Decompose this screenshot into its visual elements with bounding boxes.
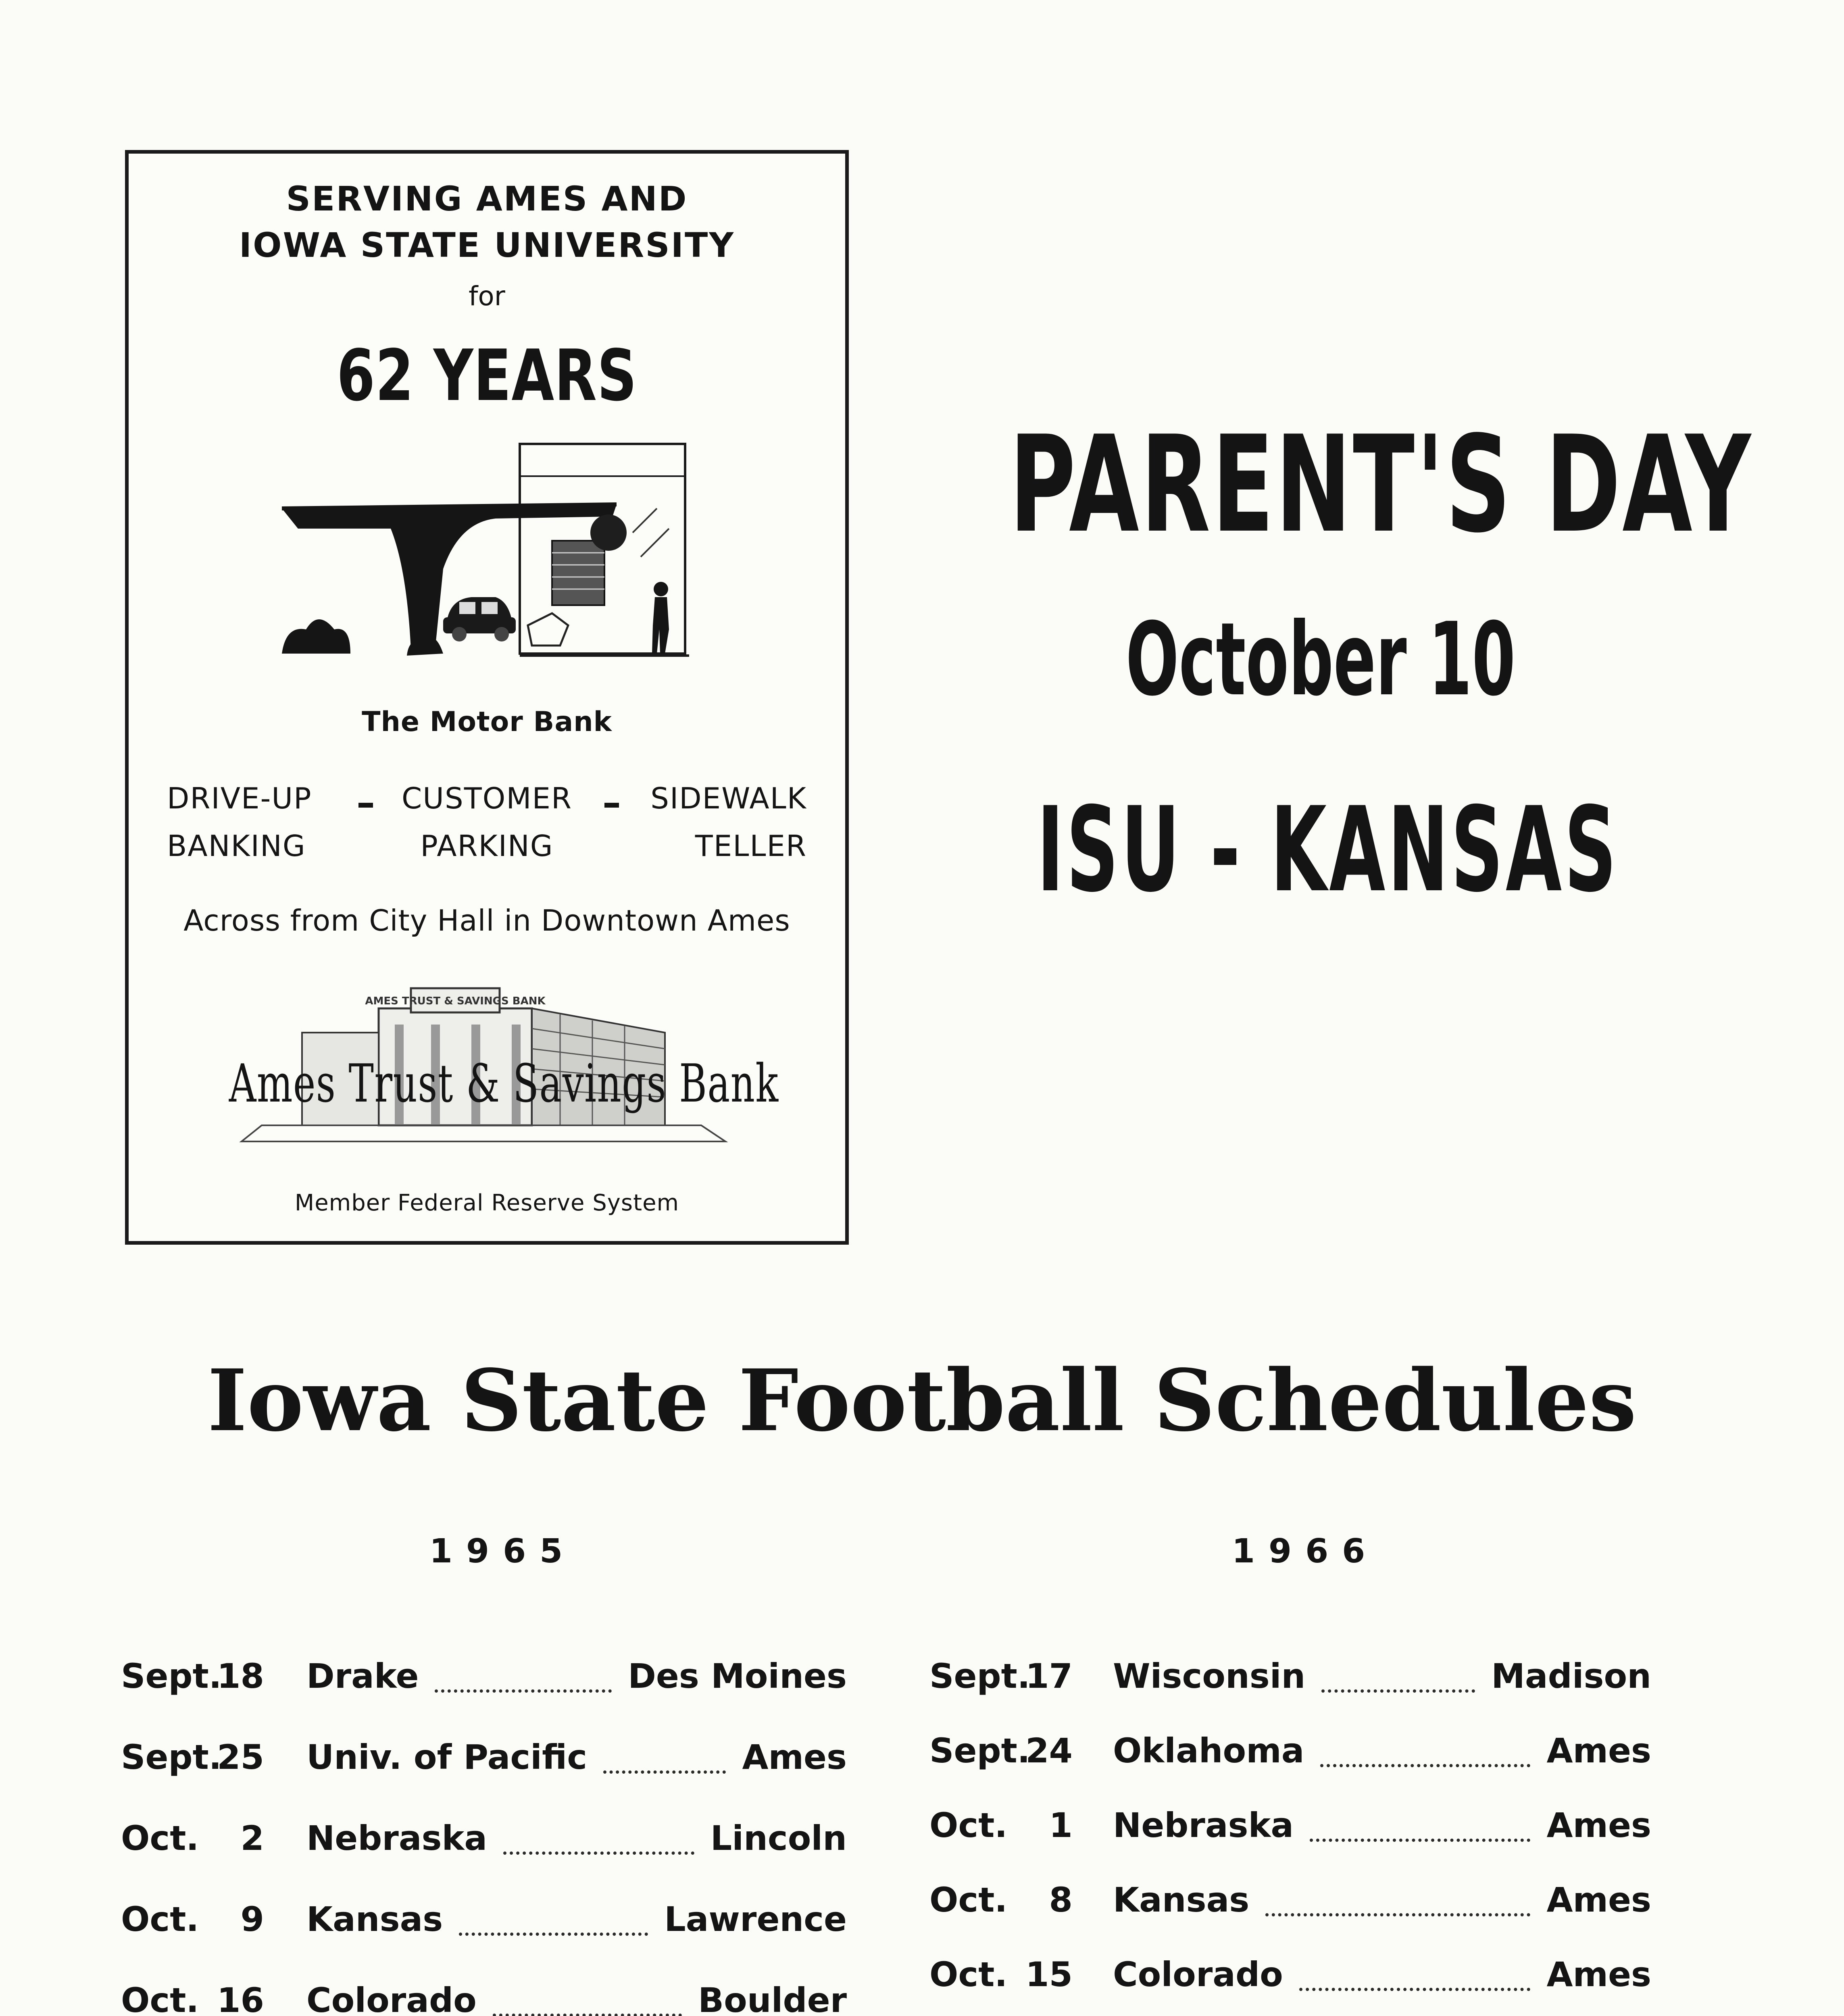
game-day: 8	[1049, 1880, 1073, 1920]
game-month: Sept.	[929, 1656, 1030, 1696]
dot-leader	[1265, 1913, 1530, 1916]
game-location: Ames	[742, 1737, 847, 1777]
schedule-row	[121, 1981, 847, 2016]
dot-leader	[1299, 1988, 1530, 1991]
ad-for-text: for	[469, 281, 505, 312]
service-line: CUSTOMER	[402, 781, 572, 815]
game-month: Oct.	[121, 1899, 199, 1939]
parents-day-date: October 10	[1125, 601, 1516, 718]
separator-dash	[604, 803, 619, 808]
game-opponent: Nebraska	[306, 1818, 488, 1858]
game-day: 25	[217, 1737, 264, 1777]
game-month: Oct.	[929, 1955, 1008, 1994]
game-location: Lincoln	[710, 1818, 847, 1858]
game-day: 9	[240, 1899, 264, 1939]
dot-leader	[1321, 1689, 1475, 1693]
ad-years: 62 YEARS	[337, 335, 637, 417]
game-day: 18	[217, 1656, 264, 1696]
schedule-row	[929, 1880, 1651, 1929]
year-heading-1966: 1966	[1232, 1532, 1379, 1570]
schedule-row	[929, 1806, 1651, 1854]
game-day: 24	[1025, 1731, 1073, 1770]
schedule-row	[121, 1737, 847, 1786]
game-opponent: Kansas	[1113, 1880, 1250, 1920]
dot-leader	[603, 1770, 726, 1774]
service-sidewalk-teller	[650, 775, 807, 870]
game-opponent: Colorado	[1113, 1955, 1283, 1994]
dot-leader	[459, 1933, 648, 1936]
game-opponent: Oklahoma	[1113, 1731, 1304, 1770]
motor-bank-caption: The Motor Bank	[362, 706, 612, 738]
service-line: PARKING	[420, 829, 554, 863]
game-opponent: Drake	[306, 1656, 419, 1696]
game-day: 2	[240, 1818, 264, 1858]
game-opponent: Colorado	[306, 1981, 477, 2016]
game-opponent: Wisconsin	[1113, 1656, 1306, 1696]
ad-tagline-line2: IOWA STATE UNIVERSITY	[239, 225, 735, 265]
ad-location: Across from City Hall in Downtown Ames	[183, 904, 790, 937]
game-month: Oct.	[121, 1818, 199, 1858]
game-location: Ames	[1546, 1731, 1651, 1770]
motor-bank-illustration	[270, 436, 721, 827]
game-day: 16	[217, 1981, 264, 2016]
game-location: Boulder	[698, 1981, 847, 2016]
schedule-row	[121, 1656, 847, 1705]
year-heading-1965: 1965	[429, 1532, 577, 1570]
service-line: SIDEWALK	[650, 781, 807, 815]
schedule-row	[929, 1656, 1651, 1705]
ad-tagline-line1: SERVING AMES AND	[286, 179, 688, 219]
game-location: Des Moines	[628, 1656, 847, 1696]
game-month: Sept.	[929, 1731, 1030, 1770]
game-day: 15	[1025, 1955, 1073, 1994]
game-location: Ames	[1546, 1880, 1651, 1920]
bank-name-logo: Ames Trust & Savings Bank	[229, 1053, 779, 1114]
bank-advertisement	[125, 150, 849, 1245]
dot-leader	[1310, 1839, 1530, 1842]
ad-tagline	[129, 176, 845, 269]
game-location: Lawrence	[664, 1899, 847, 1939]
game-location: Madison	[1491, 1656, 1651, 1696]
game-month: Oct.	[929, 1880, 1008, 1920]
dot-leader	[493, 2014, 682, 2016]
schedule-row	[121, 1899, 847, 1948]
schedules-title: Iowa State Football Schedules	[207, 1351, 1637, 1450]
game-day: 1	[1049, 1806, 1073, 1845]
game-month: Sept.	[121, 1737, 222, 1777]
ad-member-text: Member Federal Reserve System	[294, 1190, 679, 1216]
game-month: Sept.	[121, 1656, 222, 1696]
game-day: 17	[1025, 1656, 1073, 1696]
schedule-row	[121, 1818, 847, 1867]
game-opponent: Kansas	[306, 1899, 443, 1939]
game-month: Oct.	[121, 1981, 199, 2016]
service-line: TELLER	[695, 829, 807, 863]
bank-sign-text: AMES TRUST & SAVINGS BANK	[365, 995, 546, 1007]
game-location: Ames	[1546, 1955, 1651, 1994]
dot-leader	[435, 1689, 612, 1693]
service-line: DRIVE-UP	[167, 781, 312, 815]
service-line: BANKING	[167, 829, 306, 863]
schedule-row	[929, 1955, 1651, 2003]
schedule-row	[929, 1731, 1651, 1779]
dot-leader	[1320, 1764, 1530, 1767]
parents-day-title: PARENT'S DAY	[1009, 407, 1753, 562]
game-month: Oct.	[929, 1806, 1008, 1845]
dot-leader	[503, 1851, 694, 1855]
game-location: Ames	[1546, 1806, 1651, 1845]
game-opponent: Nebraska	[1113, 1806, 1294, 1845]
game-matchup: ISU - KANSAS	[1037, 782, 1619, 918]
game-opponent: Univ. of Pacific	[306, 1737, 587, 1777]
